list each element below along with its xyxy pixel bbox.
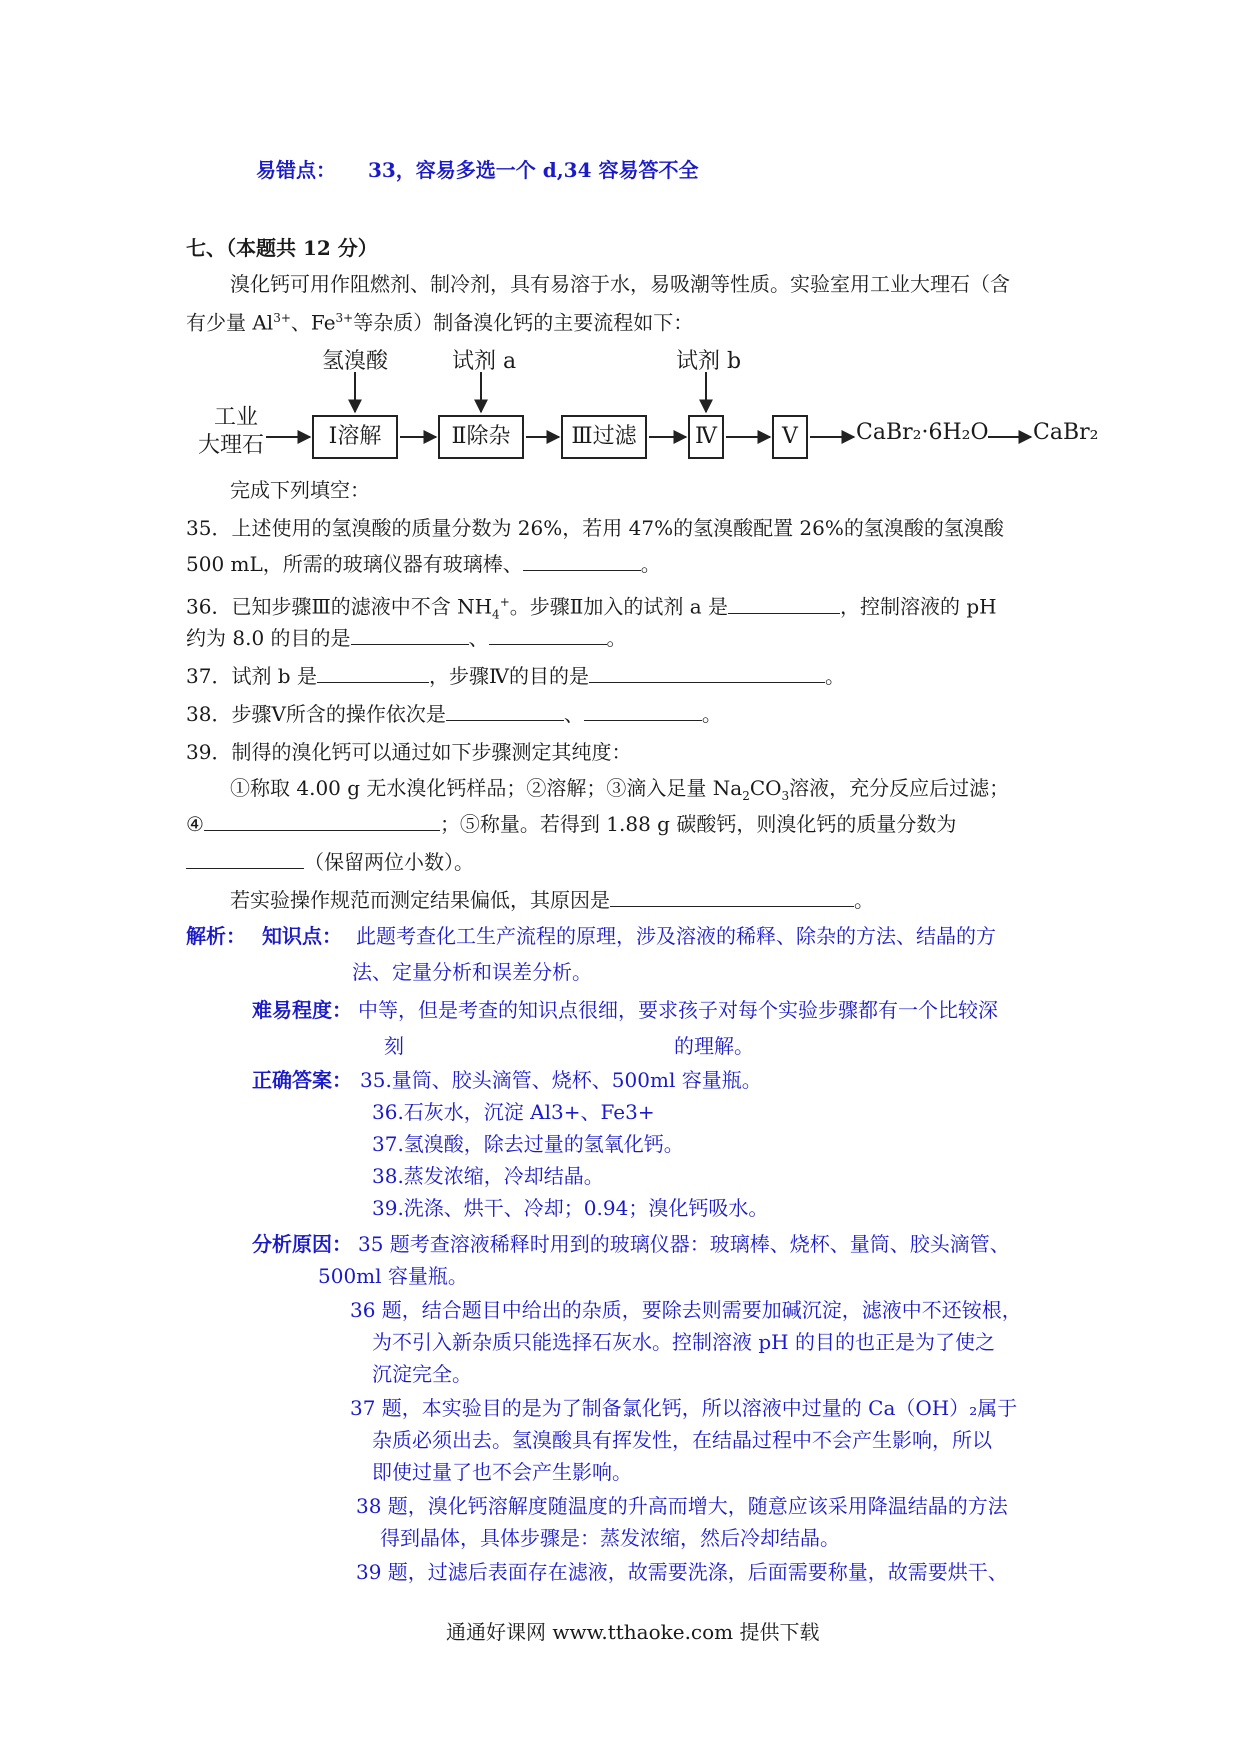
reagent-a-label: 试剂 a (452, 349, 517, 374)
intro-sup-2: 3+ (335, 311, 354, 325)
q35-blank[interactable] (523, 550, 641, 571)
reason-36-line-3: 沉淀完全。 (372, 1362, 472, 1386)
q37-text-b: ，步骤Ⅳ的目的是 (428, 664, 589, 688)
knowledge-line-2: 法、定量分析和误差分析。 (352, 960, 592, 984)
q36-dun: 、 (468, 626, 489, 650)
q39-text-b: CO (749, 776, 782, 800)
intro-text-c: 等杂质）制备溴化钙的主要流程如下： (353, 310, 694, 335)
q36-text-c: ，控制溶液的 pH (839, 594, 997, 619)
q35-line-2 (186, 548, 661, 580)
q39-step4-mark: ④ (186, 812, 204, 836)
q39-sub-2: 3 (781, 789, 790, 803)
section-title: 七、（本题共 12 分） (186, 236, 378, 260)
reagent-hbr-label: 氢溴酸 (322, 349, 389, 374)
q39-text-f: 若实验操作规范而测定结果偏低，其原因是 (230, 888, 610, 912)
q39-line-4 (186, 846, 474, 878)
q36-blank-reagent-a[interactable] (728, 593, 840, 614)
knowledge-label: 知识点： (262, 924, 342, 948)
intro-sup-1: 3+ (273, 311, 291, 325)
q38-dun: 、 (563, 702, 584, 726)
q36-blank-purpose-2[interactable] (489, 624, 607, 645)
answer-37: 37.氢溴酸，除去过量的氢氧化钙。 (372, 1132, 684, 1156)
intro-line-2 (186, 302, 693, 339)
answer-38: 38.蒸发浓缩，冷却结晶。 (372, 1164, 604, 1188)
q35-period: 。 (640, 552, 661, 576)
q39-line-2 (230, 772, 1009, 812)
q36-blank-purpose-1[interactable] (351, 624, 469, 645)
answer-39: 39.洗涤、烘干、冷却；0.94；溴化钙吸水。 (372, 1196, 769, 1220)
q39-blank-reason[interactable] (610, 886, 854, 907)
q39-line-3 (186, 808, 956, 840)
answer-36: 36.石灰水，沉淀 Al3+、Fe3+ (372, 1100, 655, 1124)
q39-text-a: ①称取 4.00 g 无水溴化钙样品；②溶解；③滴入足量 Na (230, 776, 743, 800)
reason-35-line-1: 35 题考查溶液稀释时用到的玻璃仪器：玻璃棒、烧杯、量筒、胶头滴管、 (358, 1232, 1010, 1256)
q37-text-a: 37．试剂 b 是 (186, 664, 317, 688)
q38-period: 。 (701, 702, 722, 726)
step-1-box: Ⅰ溶解 (312, 415, 398, 459)
q36-text-d: 约为 8.0 的目的是 (186, 626, 351, 650)
reason-35-line-2: 500ml 容量瓶。 (318, 1264, 468, 1288)
q36-sup: + (499, 595, 510, 609)
intro-text-a: 有少量 Al (186, 310, 274, 335)
q37-period: 。 (824, 664, 845, 688)
q37-line (186, 660, 845, 692)
step-2-box: Ⅱ除杂 (438, 415, 524, 459)
page-footer: 通通好课网 www.tthaoke.com 提供下载 (446, 1620, 820, 1644)
flow-start-line-1: 工业 (214, 405, 259, 430)
q38-blank-1[interactable] (446, 700, 564, 721)
reason-37-line-2: 杂质必须出去。氢溴酸具有挥发性，在结晶过程中不会产生影响，所以 (372, 1428, 992, 1452)
analysis-label: 解析： (186, 924, 246, 948)
q39-blank-fraction[interactable] (186, 848, 304, 869)
reason-36-line-2: 为不引入新杂质只能选择石灰水。控制溶液 pH 的目的也正是为了使之 (372, 1330, 995, 1354)
difficulty-line-2b: 的理解。 (674, 1034, 754, 1058)
q36-text-a: 36．已知步骤Ⅲ的滤液中不含 NH (186, 594, 493, 619)
difficulty-line-2a: 刻 (384, 1034, 404, 1058)
reason-37-line-1: 37 题，本实验目的是为了制备氯化钙，所以溶液中过量的 Ca（OH）₂属于 (350, 1396, 1018, 1420)
error-prone-text: 33，容易多选一个 d,34 容易答不全 (367, 158, 699, 182)
reagent-b-label: 试剂 b (676, 349, 742, 374)
q37-blank-reagent-b[interactable] (317, 662, 429, 683)
q35-text: 500 mL，所需的玻璃仪器有玻璃棒、 (186, 552, 523, 576)
instruction: 完成下列填空： (230, 478, 370, 502)
q39-text-d: ；⑤称量。若得到 1.88 g 碳酸钙，则溴化钙的质量分数为 (439, 812, 957, 836)
reason-39-line-1: 39 题，过滤后表面存在滤液，故需要洗涤，后面需要称量，故需要烘干、 (356, 1560, 1008, 1584)
reason-38-line-2: 得到晶体，具体步骤是：蒸发浓缩，然后冷却结晶。 (380, 1526, 840, 1550)
q38-line (186, 698, 722, 730)
product-anhydrous: CaBr₂ (1033, 420, 1099, 445)
q39-text-c: 溶液，充分反应后过滤； (789, 776, 1010, 800)
q35-line-1: 35．上述使用的氢溴酸的质量分数为 26%，若用 47%的氢溴酸配置 26%的氢溴酸的氢溴酸 (186, 516, 1004, 540)
error-prone-label: 易错点： (256, 158, 336, 182)
q36-text-b: 。步骤Ⅱ加入的试剂 a 是 (509, 594, 728, 619)
answer-label: 正确答案： (252, 1068, 352, 1092)
q36-line-2 (186, 622, 627, 654)
reason-label: 分析原因： (252, 1232, 352, 1256)
reason-37-line-3: 即使过量了也不会产生影响。 (372, 1460, 632, 1484)
q39-period: 。 (854, 888, 874, 912)
answer-35: 35.量筒、胶头滴管、烧杯、500ml 容量瓶。 (360, 1068, 762, 1092)
step-3-box: Ⅲ过滤 (561, 415, 647, 459)
reason-38-line-1: 38 题，溴化钙溶解度随温度的升高而增大，随意应该采用降温结晶的方法 (356, 1494, 1008, 1518)
q39-line-5 (230, 884, 874, 916)
q36-sub: 4 (492, 607, 500, 622)
knowledge-line-1: 此题考查化工生产流程的原理，涉及溶液的稀释、除杂的方法、结晶的方 (356, 924, 996, 948)
flow-start-line-2: 大理石 (198, 433, 265, 458)
difficulty-line-1: 中等，但是考查的知识点很细，要求孩子对每个实验步骤都有一个比较深 (358, 998, 998, 1022)
intro-line-1: 溴化钙可用作阻燃剂、制冷剂，具有易溶于水，易吸潮等性质。实验室用工业大理石（含 (230, 272, 1010, 296)
step-4-box: Ⅳ (688, 415, 724, 459)
q36-period: 。 (606, 626, 627, 650)
difficulty-label: 难易程度： (252, 998, 352, 1022)
q39-sub-1: 2 (742, 789, 750, 803)
q38-blank-2[interactable] (584, 700, 702, 721)
product-hydrate: CaBr₂·6H₂O (856, 420, 989, 445)
reason-36-line-1: 36 题，结合题目中给出的杂质，要除去则需要加碱沉淀，滤液中不还铵根， (350, 1298, 1022, 1322)
q38-text: 38．步骤Ⅴ所含的操作依次是 (186, 702, 446, 726)
q39-blank-step4[interactable] (204, 810, 440, 831)
error-prone-note (256, 154, 698, 186)
step-5-box: Ⅴ (772, 415, 808, 459)
intro-text-b: 、Fe (290, 310, 336, 335)
q39-line-1: 39．制得的溴化钙可以通过如下步骤测定其纯度： (186, 740, 632, 764)
q39-text-e: （保留两位小数）。 (304, 850, 474, 874)
q37-blank-purpose[interactable] (589, 662, 825, 683)
